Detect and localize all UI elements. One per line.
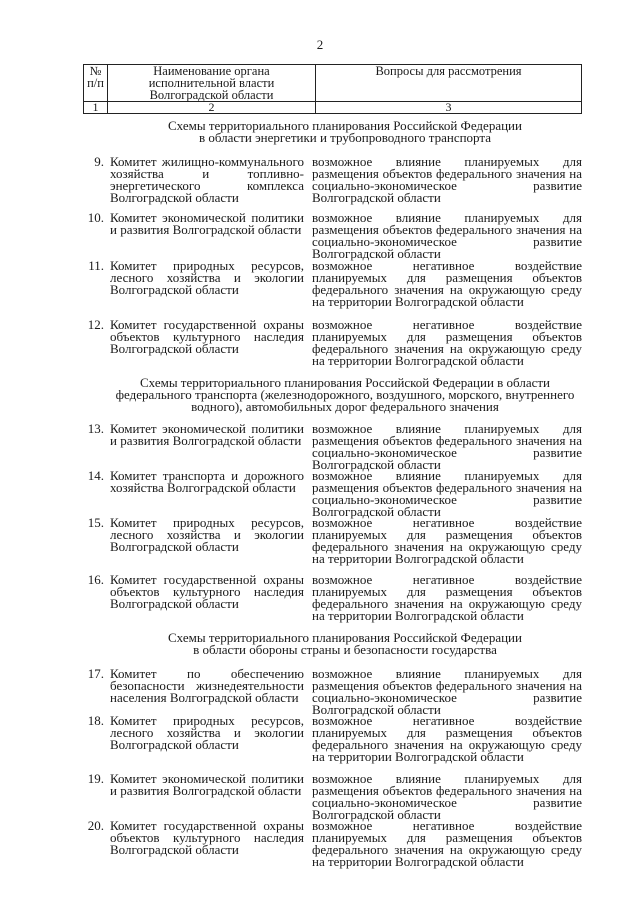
- row-organ: Комитет экономической политики и развития Волгоградской области: [110, 421, 304, 448]
- col-organ-index: 2: [108, 102, 316, 114]
- row-question: возможное негативное воздействие планируемых для размещения объектов федерального значения на окружающую среду на территории Волгоградской области: [312, 713, 582, 764]
- row-number: 13.: [87, 421, 104, 436]
- section-title-defense: Схемы территориального планирования Российской Федерации в области обороны страны и безопасности государства: [168, 630, 522, 657]
- row-question: возможное негативное воздействие планируемых для размещения объектов федерального значения на окружающую среду на территории Волгоградской области: [312, 818, 582, 869]
- row-number: 9.: [94, 154, 104, 169]
- col-organ-header: Наименование органа исполнительной власти Волгоградской области: [108, 65, 316, 102]
- col-questions-header: Вопросы для рассмотрения: [316, 65, 582, 102]
- col-number-header: № п/п: [84, 65, 108, 102]
- column-numbers-row: [84, 102, 582, 114]
- row-number: 19.: [87, 771, 104, 786]
- row-organ: Комитет природных ресурсов, лесного хозяйства и экологии Волгоградской области: [110, 713, 304, 752]
- row-question: возможное негативное воздействие планируемых для размещения объектов федерального значения на окружающую среду на территории Волгоградской области: [312, 572, 582, 623]
- col-number-index: 1: [84, 102, 108, 114]
- col-questions-index: 3: [316, 102, 582, 114]
- row-question: возможное влияние планируемых для размещения объектов федерального значения на социально-экономическое развитие Волгоградской области: [312, 210, 582, 261]
- row-question: возможное негативное воздействие планируемых для размещения объектов федерального значения на окружающую среду на территории Волгоградской области: [312, 258, 582, 309]
- row-number: 17.: [87, 666, 104, 681]
- row-organ: Комитет государственной охраны объектов культурного наследия Волгоградской области: [110, 818, 304, 857]
- row-number: 10.: [87, 210, 104, 225]
- row-organ: Комитет транспорта и дорожного хозяйства Волгоградской области: [110, 468, 304, 495]
- row-question: возможное влияние планируемых для размещения объектов федерального значения на социально-экономическое развитие Волгоградской области: [312, 421, 582, 472]
- section-title-transport: Схемы территориального планирования Российской Федерации в области федерального транспорта (железнодорожного, воздушного, морского, внутреннего водного), автомобильных дорог федерального значения: [115, 375, 575, 414]
- row-number: 12.: [87, 317, 104, 332]
- header-row: [84, 65, 582, 102]
- row-question: возможное влияние планируемых для размещения объектов федерального значения на социально-экономическое развитие Волгоградской области: [312, 666, 582, 717]
- row-organ: Комитет экономической политики и развития Волгоградской области: [110, 771, 304, 798]
- row-question: возможное негативное воздействие планируемых для размещения объектов федерального значения на окружающую среду на территории Волгоградской области: [312, 515, 582, 566]
- row-organ: Комитет природных ресурсов, лесного хозяйства и экологии Волгоградской области: [110, 515, 304, 554]
- row-number: 20.: [87, 818, 104, 833]
- row-number: 11.: [88, 258, 104, 273]
- page-number: 2: [316, 37, 324, 52]
- row-number: 16.: [87, 572, 104, 587]
- row-organ: Комитет по обеспечению безопасности жизнедеятельности населения Волгоградской области: [110, 666, 304, 705]
- table-header: [83, 64, 582, 114]
- row-number: 14.: [87, 468, 104, 483]
- row-question: возможное влияние планируемых для размещения объектов федерального значения на социально-экономическое развитие Волгоградской области: [312, 771, 582, 822]
- section-title-energy: Схемы территориального планирования Российской Федерации в области энергетики и трубопроводного транспорта: [168, 118, 522, 145]
- row-organ: Комитет государственной охраны объектов культурного наследия Волгоградской области: [110, 572, 304, 611]
- row-question: возможное влияние планируемых для размещения объектов федерального значения на социально-экономическое развитие Волгоградской области: [312, 154, 582, 205]
- row-question: возможное влияние планируемых для размещения объектов федерального значения на социально-экономическое развитие Волгоградской области: [312, 468, 582, 519]
- row-question: возможное негативное воздействие планируемых для размещения объектов федерального значения на окружающую среду на территории Волгоградской области: [312, 317, 582, 368]
- row-number: 18.: [87, 713, 104, 728]
- row-organ: Комитет экономической политики и развития Волгоградской области: [110, 210, 304, 237]
- row-number: 15.: [87, 515, 104, 530]
- row-organ: Комитет жилищно-коммунального хозяйства и топливно-энергетического комплекса Волгоградской области: [110, 154, 304, 205]
- row-organ: Комитет государственной охраны объектов культурного наследия Волгоградской области: [110, 317, 304, 356]
- row-organ: Комитет природных ресурсов, лесного хозяйства и экологии Волгоградской области: [110, 258, 304, 297]
